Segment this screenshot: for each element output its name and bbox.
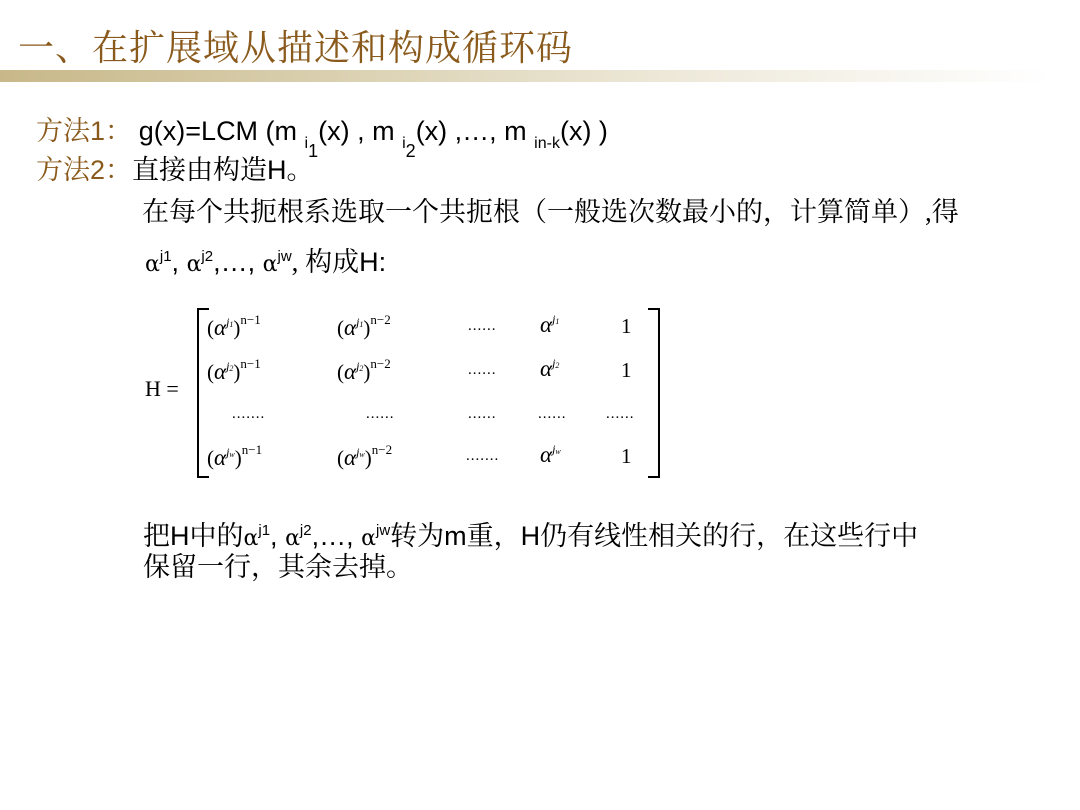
paren: ( bbox=[337, 446, 344, 470]
matrix-cell bbox=[337, 312, 391, 341]
matrix-dots: ...... bbox=[366, 406, 395, 422]
alpha-symbol: α bbox=[262, 252, 278, 277]
method2-num: 2 bbox=[90, 155, 106, 185]
exp-n: n−2 bbox=[370, 312, 391, 327]
matrix-cell bbox=[540, 442, 561, 468]
matrix-cell bbox=[337, 356, 391, 385]
paren: ) bbox=[233, 360, 241, 384]
matrix-cell bbox=[207, 442, 262, 471]
exp-sub: 2 bbox=[359, 364, 364, 373]
text: 仍有线性相关的行，在这些行中 bbox=[540, 521, 919, 551]
alpha-symbol: α bbox=[214, 359, 227, 384]
matrix-cell bbox=[207, 312, 261, 341]
formula-sub bbox=[402, 135, 416, 161]
alpha-symbol: α bbox=[540, 356, 553, 381]
exp-n: n−2 bbox=[370, 356, 391, 371]
exp-j: j bbox=[552, 312, 556, 326]
matrix-cell bbox=[540, 312, 559, 338]
alpha-sup: jw bbox=[277, 248, 292, 265]
text: 中的 bbox=[189, 521, 244, 551]
matrix-dots: ...... bbox=[606, 406, 635, 422]
paren: ( bbox=[207, 360, 214, 384]
exp-j: j bbox=[552, 442, 556, 456]
paren: ) bbox=[233, 316, 241, 340]
alpha-sup: j1 bbox=[258, 522, 271, 539]
paren: ) bbox=[234, 446, 242, 470]
slide-title: 一、在扩展域从描述和构成循环码 bbox=[18, 28, 574, 69]
formula-sub-ink: in-k bbox=[534, 135, 560, 152]
exp-n: n−1 bbox=[241, 442, 263, 457]
matrix-one: 1 bbox=[621, 358, 632, 382]
exp-sub: 1 bbox=[359, 320, 364, 329]
matrix-label: H = bbox=[145, 376, 179, 401]
matrix-cell bbox=[337, 442, 392, 471]
text-m: m bbox=[444, 521, 467, 551]
paren: ) bbox=[363, 360, 371, 384]
exp-n: n−1 bbox=[240, 356, 261, 371]
method2-line bbox=[36, 153, 314, 188]
construct-text: , 构成 bbox=[291, 247, 360, 277]
alpha-symbol: α bbox=[214, 315, 227, 340]
sep: ,…, bbox=[213, 247, 263, 277]
method2-end: 。 bbox=[286, 155, 314, 185]
h-matrix bbox=[0, 300, 700, 480]
sep: , bbox=[270, 521, 286, 551]
alpha-symbol: α bbox=[285, 526, 300, 551]
exp-j: j bbox=[356, 359, 360, 373]
matrix-cell bbox=[207, 356, 261, 385]
sep: , bbox=[171, 247, 187, 277]
paren: ) bbox=[364, 446, 372, 470]
matrix-dots: ...... bbox=[538, 406, 567, 422]
exp-sub: 1 bbox=[229, 320, 234, 329]
formula-part: g(x)=LCM (m bbox=[138, 116, 305, 146]
method2-text: 直接由构造 bbox=[132, 155, 268, 185]
method1-num: 1 bbox=[90, 116, 106, 146]
formula-part: (x) ,…, m bbox=[415, 116, 535, 146]
alpha-symbol: α bbox=[344, 359, 357, 384]
text-h: H bbox=[170, 521, 190, 551]
paren: ( bbox=[337, 316, 344, 340]
alpha-symbol: α bbox=[344, 445, 357, 470]
alpha-sup: jw bbox=[375, 522, 391, 539]
matrix-right-bracket bbox=[648, 308, 660, 478]
exp-sub: 2 bbox=[229, 364, 234, 373]
conjugate-root-text: 在每个共扼根系选取一个共扼根（一般选次数最小的，计算简单）,得 bbox=[142, 197, 959, 227]
exp-j: j bbox=[356, 315, 360, 329]
alpha-symbol: α bbox=[361, 526, 376, 551]
matrix-cell bbox=[540, 356, 559, 382]
paren: ) bbox=[363, 316, 371, 340]
paren: ( bbox=[337, 360, 344, 384]
alpha-list-line bbox=[145, 240, 386, 282]
exp-sub: w bbox=[359, 450, 365, 459]
formula-sub-1: 1 bbox=[308, 141, 319, 161]
paren: ( bbox=[207, 446, 214, 470]
alpha-symbol: α bbox=[243, 526, 259, 551]
exp-j: j bbox=[226, 315, 230, 329]
text: 转为 bbox=[390, 521, 445, 551]
formula-sub-i: i bbox=[402, 135, 406, 152]
alpha-sup: j2 bbox=[299, 522, 312, 539]
alpha-symbol: α bbox=[344, 315, 357, 340]
matrix-dots: ....... bbox=[232, 406, 266, 422]
para-line-2: 保留一行，其余去掉。 bbox=[143, 552, 413, 582]
exp-n: n−1 bbox=[240, 312, 261, 327]
exp-j: j bbox=[226, 359, 230, 373]
exp-j: j bbox=[226, 445, 230, 459]
matrix-dots: ...... bbox=[468, 406, 497, 422]
title-underline bbox=[0, 70, 1050, 82]
alpha-symbol: α bbox=[186, 252, 202, 277]
exp-n: n−2 bbox=[371, 442, 393, 457]
text: 把 bbox=[143, 521, 170, 551]
method1-label: 方法 bbox=[36, 116, 90, 147]
matrix-dots: ...... bbox=[468, 318, 497, 334]
formula-sub-2: 2 bbox=[405, 141, 416, 161]
paren: ( bbox=[207, 316, 214, 340]
exp-j: j bbox=[552, 356, 556, 370]
matrix-dots: ....... bbox=[466, 448, 500, 464]
formula-part: (x) ) bbox=[559, 116, 608, 146]
exp-sub: w bbox=[229, 450, 235, 459]
alpha-symbol: α bbox=[540, 442, 553, 467]
method1-formula bbox=[138, 116, 608, 161]
method2-label: 方法 bbox=[36, 155, 90, 186]
formula-part: (x) , m bbox=[318, 116, 403, 146]
sep: ,…, bbox=[311, 521, 362, 551]
alpha-symbol: α bbox=[214, 445, 227, 470]
h-colon: H: bbox=[359, 247, 387, 277]
method2-colon: ： bbox=[105, 155, 133, 186]
matrix-dots: ...... bbox=[468, 362, 497, 378]
alpha-symbol: α bbox=[145, 252, 160, 277]
alpha-symbol: α bbox=[540, 312, 553, 337]
exp-sub: 1 bbox=[555, 317, 560, 326]
method1-colon: ： bbox=[105, 116, 133, 147]
text: 重， bbox=[466, 521, 521, 551]
matrix-one: 1 bbox=[621, 314, 632, 338]
formula-sub bbox=[304, 135, 319, 161]
matrix-one: 1 bbox=[621, 444, 632, 468]
method2-h: H bbox=[267, 155, 287, 185]
formula-sub-i: i bbox=[304, 135, 309, 152]
exp-sub: w bbox=[555, 447, 561, 456]
alpha-sup: j2 bbox=[201, 248, 214, 265]
exp-j: j bbox=[356, 445, 360, 459]
text-h: H bbox=[520, 521, 541, 551]
alpha-sup: j1 bbox=[159, 248, 172, 265]
exp-sub: 2 bbox=[555, 361, 560, 370]
